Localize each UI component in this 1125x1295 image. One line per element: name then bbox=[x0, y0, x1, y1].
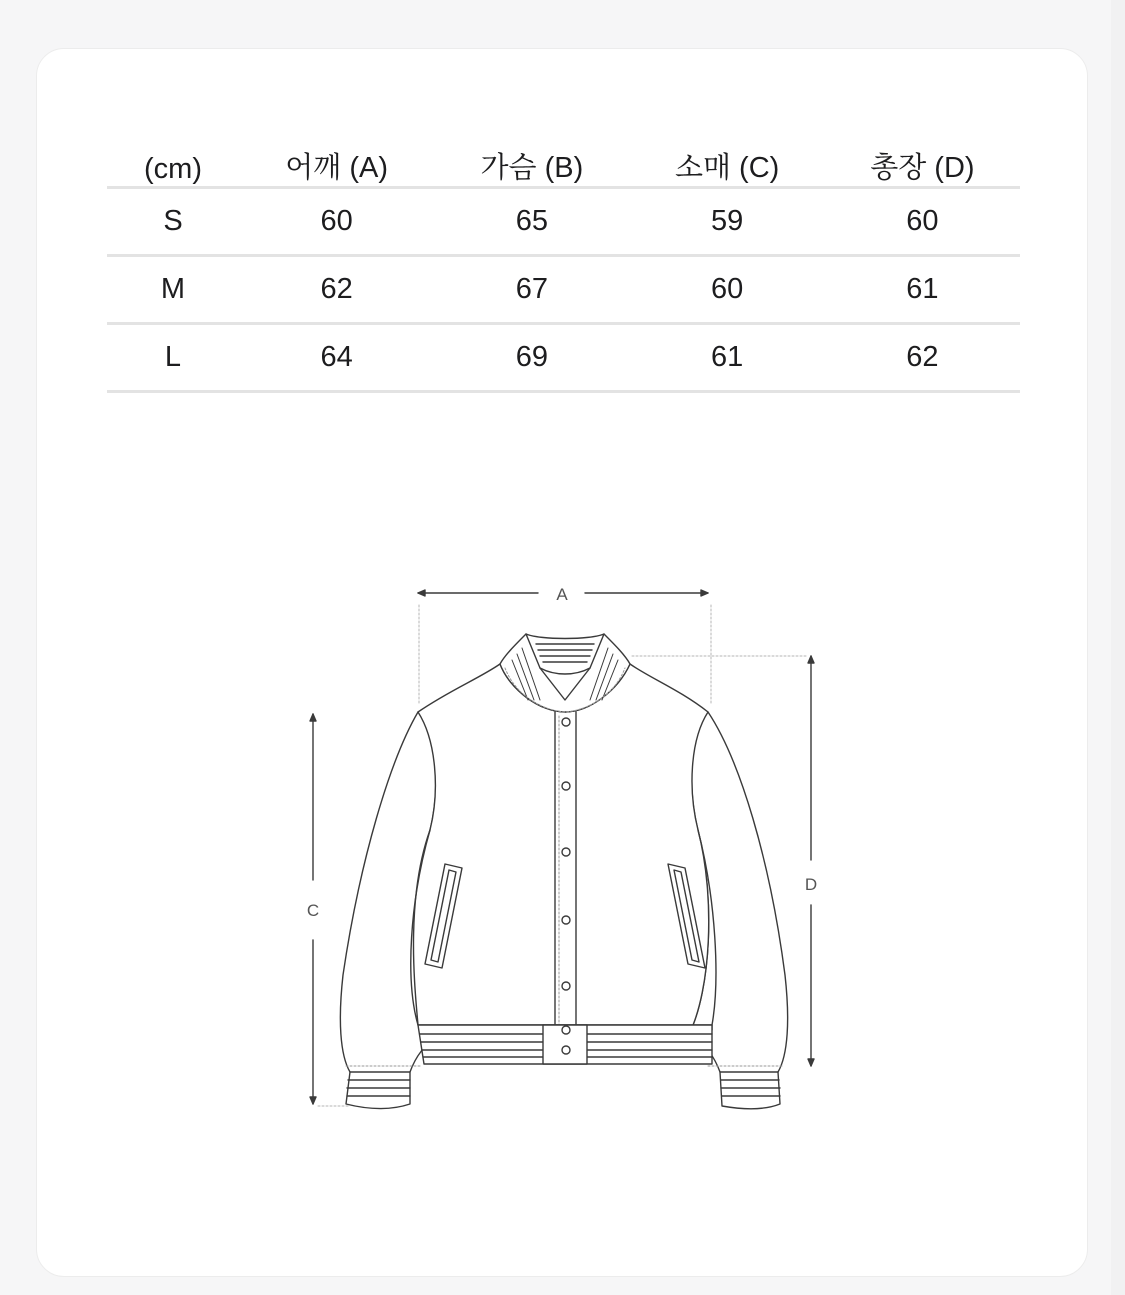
measure-d-label: D bbox=[804, 875, 818, 894]
length-value: 62 bbox=[906, 341, 939, 373]
size-label: M bbox=[160, 273, 186, 305]
header-shoulder: 어깨 (A) bbox=[285, 152, 388, 184]
chest-value: 65 bbox=[515, 205, 548, 237]
chest-value: 69 bbox=[515, 341, 548, 373]
table-row bbox=[107, 324, 1020, 392]
shoulder-value: 60 bbox=[320, 205, 353, 237]
size-label: L bbox=[164, 341, 182, 373]
shoulder-value: 64 bbox=[320, 341, 353, 373]
length-value: 60 bbox=[906, 205, 939, 237]
table-row bbox=[107, 188, 1020, 256]
page-scrollbar[interactable] bbox=[1111, 0, 1125, 1295]
measure-a-label: A bbox=[556, 585, 568, 604]
ribbed-waistband bbox=[418, 1025, 712, 1064]
table-row bbox=[107, 256, 1020, 324]
size-table bbox=[107, 144, 1020, 393]
sleeve-value: 59 bbox=[710, 205, 744, 237]
size-label: S bbox=[163, 205, 183, 237]
measure-c-label: C bbox=[306, 901, 320, 920]
length-value: 61 bbox=[906, 273, 939, 305]
header-chest: 가슴 (B) bbox=[480, 152, 584, 184]
header-unit: (cm) bbox=[144, 153, 202, 185]
sleeve-value: 60 bbox=[710, 273, 744, 305]
header-sleeve: 소매 (C) bbox=[674, 152, 780, 184]
chest-value: 67 bbox=[515, 273, 548, 305]
size-table-header-row bbox=[107, 144, 1020, 188]
header-length: 총장 (D) bbox=[870, 152, 975, 184]
sleeve-value: 61 bbox=[710, 341, 744, 373]
shoulder-value: 62 bbox=[320, 273, 353, 305]
jacket-measurement-diagram bbox=[300, 575, 840, 1120]
